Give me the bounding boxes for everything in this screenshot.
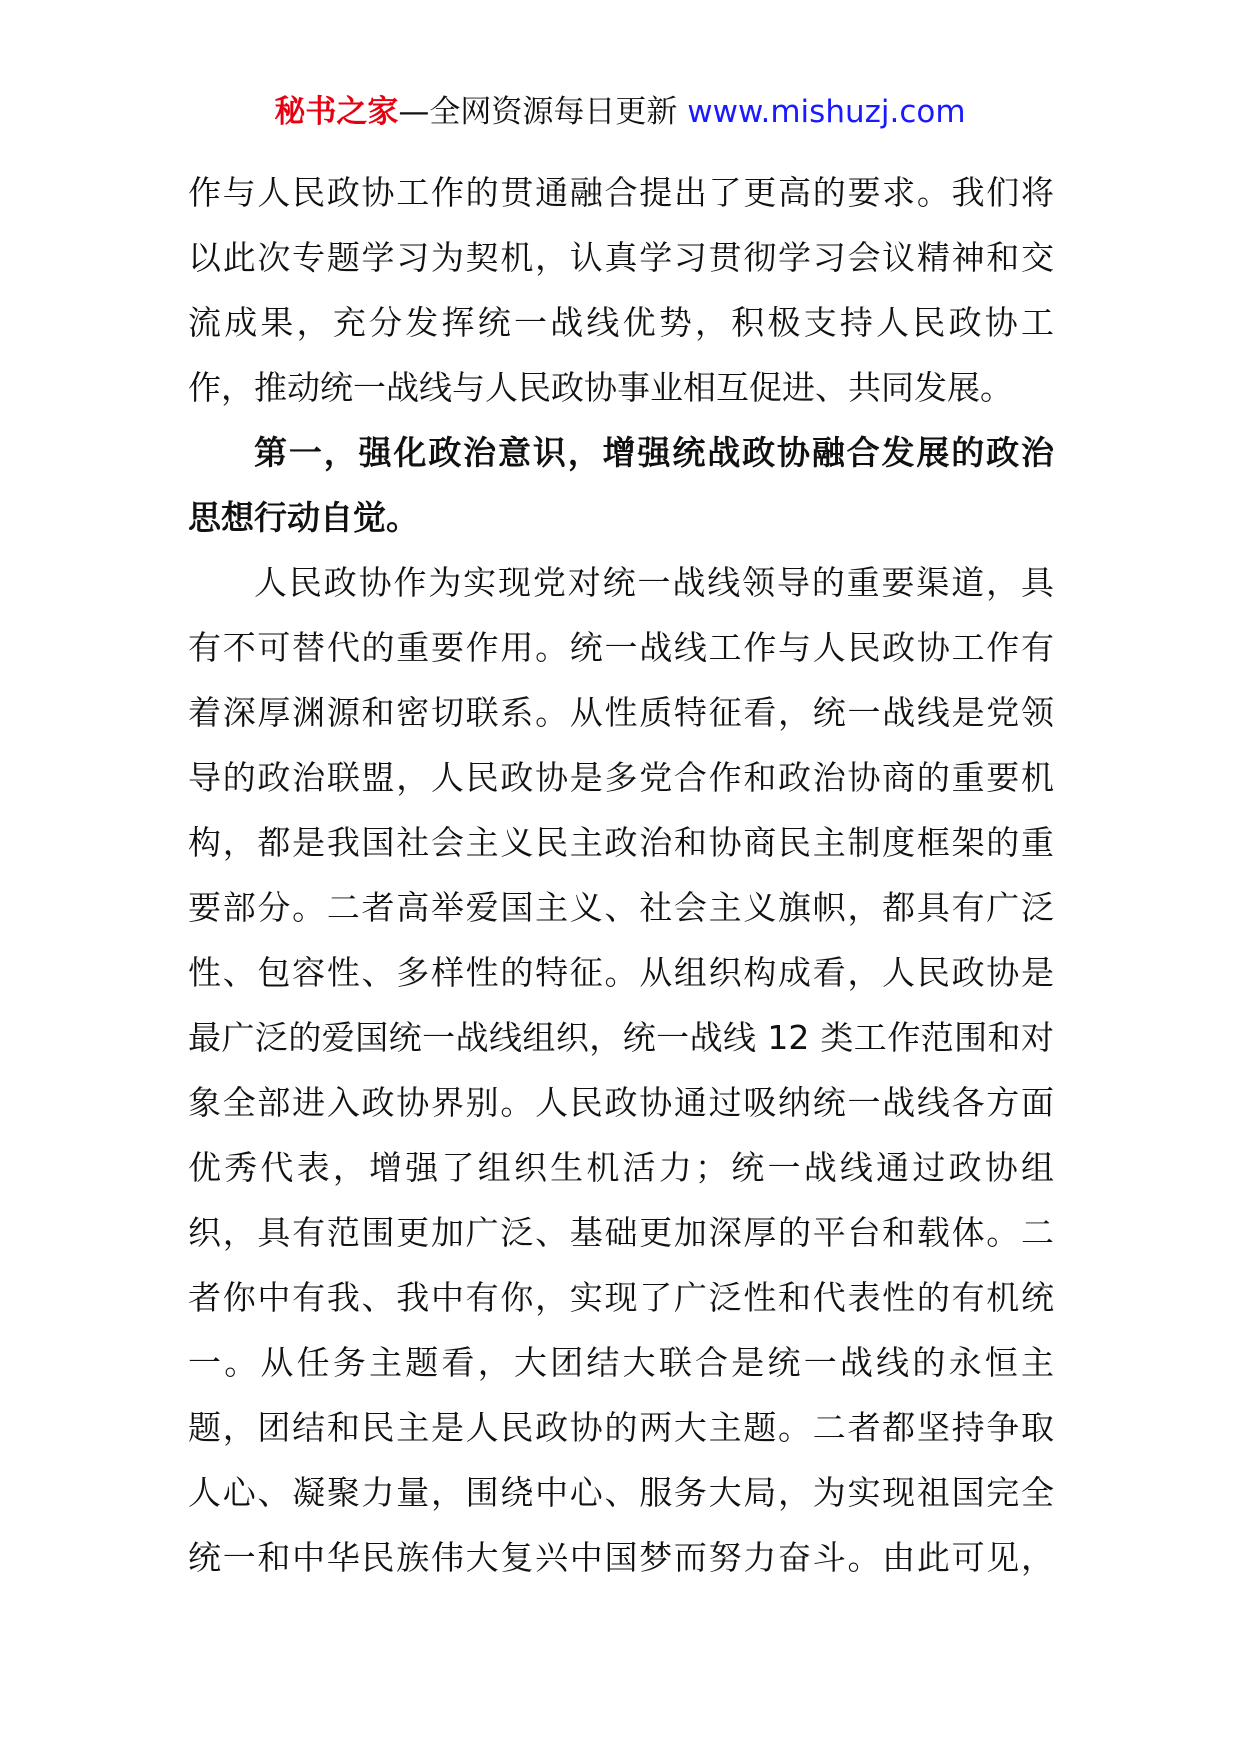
text-line: 流成果，充分发挥统一战线优势，积极支持人民政协工 [188, 303, 1054, 342]
text-line: 者你中有我、我中有你，实现了广泛性和代表性的有机统 [188, 1278, 1054, 1317]
text-line: 作与人民政协工作的贯通融合提出了更高的要求。我们将 [188, 173, 1054, 212]
text-line: 人民政协作为实现党对统一战线领导的重要渠道，具 [254, 563, 1054, 602]
text-line: 要部分。二者高举爱国主义、社会主义旗帜，都具有广泛 [188, 888, 1054, 927]
text-line: 着深厚渊源和密切联系。从性质特征看，统一战线是党领 [188, 693, 1054, 732]
text-line: 以此次专题学习为契机，认真学习贯彻学习会议精神和交 [188, 238, 1054, 277]
text-line: 一。从任务主题看，大团结大联合是统一战线的永恒主 [188, 1343, 1054, 1382]
text-line: 织，具有范围更加广泛、基础更加深厚的平台和载体。二 [188, 1213, 1054, 1252]
text-line: 性、包容性、多样性的特征。从组织构成看，人民政协是 [188, 953, 1054, 992]
text-line: 统一和中华民族伟大复兴中国梦而努力奋斗。由此可见， [188, 1538, 1054, 1577]
text-line: 优秀代表，增强了组织生机活力；统一战线通过政协组 [188, 1148, 1054, 1187]
document-body [188, 160, 1054, 1590]
site-url: www.mishuzj.com [687, 94, 966, 130]
text-line: 有不可替代的重要作用。统一战线工作与人民政协工作有 [188, 628, 1054, 667]
text-line: 作，推动统一战线与人民政协事业相互促进、共同发展。 [188, 368, 1013, 407]
text-line: 人心、凝聚力量，围绕中心、服务大局，为实现祖国完全 [188, 1473, 1054, 1512]
brand-name: 秘书之家 [274, 94, 399, 130]
section-heading-line: 思想行动自觉。 [188, 498, 419, 537]
text-line: 构，都是我国社会主义民主政治和协商民主制度框架的重 [188, 823, 1054, 862]
header-tagline: —全网资源每日更新 [398, 94, 688, 130]
watermark-header [0, 92, 1240, 132]
section-heading-line: 第一，强化政治意识，增强统战政协融合发展的政治 [254, 433, 1054, 472]
text-line: 题，团结和民主是人民政协的两大主题。二者都坚持争取 [188, 1408, 1054, 1447]
text-line: 导的政治联盟，人民政协是多党合作和政治协商的重要机 [188, 758, 1054, 797]
text-line: 最广泛的爱国统一战线组织，统一战线 12 类工作范围和对 [188, 1018, 1054, 1057]
text-line: 象全部进入政协界别。人民政协通过吸纳统一战线各方面 [188, 1083, 1054, 1122]
